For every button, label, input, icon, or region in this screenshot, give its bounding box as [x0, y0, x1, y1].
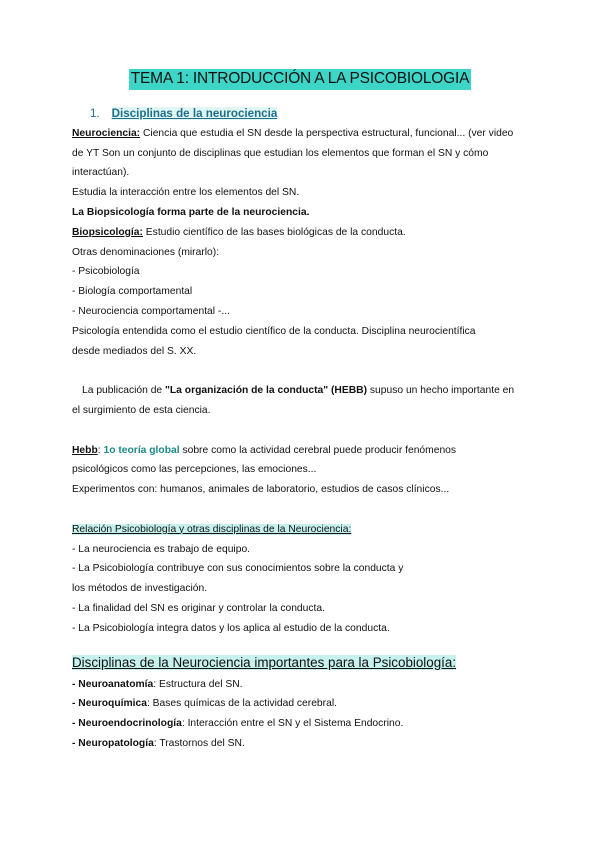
- title-wrap: [0, 69, 600, 90]
- neuro-term: Neurociencia:: [72, 127, 141, 139]
- list-item: - La finalidad del SN es originar y controlar la conducta.: [72, 602, 325, 614]
- publication-line-1: [72, 381, 542, 401]
- relacion-heading-text: Relación Psicobiología y otras disciplinas de la Neurociencia:: [72, 523, 352, 535]
- pub-pre: La publicación de: [82, 385, 166, 397]
- hebb-line-2: psicológicos como las percepciones, las emociones...: [72, 464, 317, 476]
- discipline-def: : Bases químicas de la actividad cerebral.: [146, 698, 337, 710]
- list-item: - La Psicobiología contribuye con sus conocimientos sobre la conducta y: [72, 563, 404, 575]
- list-item: los métodos de investigación.: [72, 583, 208, 595]
- bio-other-names: Otras denominaciones (mirarlo):: [72, 246, 220, 258]
- relacion-heading: [72, 520, 542, 540]
- list-item: - Biología comportamental: [72, 286, 193, 298]
- section-title: Disciplinas de la neurociencia: [111, 107, 278, 120]
- section-number: 1.: [90, 107, 100, 120]
- discipline-term: - Neuroanatomía: [72, 678, 154, 690]
- hebb-term: Hebb: [72, 444, 98, 456]
- spacer: [72, 500, 542, 520]
- bio-definition: [72, 223, 542, 243]
- document-body: [72, 104, 542, 754]
- neuro-def-1: Ciencia que estudia el SN desde la perspectiva estructural, funcional... (ver video: [140, 127, 514, 139]
- neuro-line-5: La Biopsicología forma parte de la neurociencia.: [72, 206, 310, 218]
- discipline-def: : Estructura del SN.: [153, 678, 243, 690]
- spacer: [72, 421, 542, 441]
- disciplinas-heading-text: Disciplinas de la Neurociencia importantes para la Psicobiología:: [72, 654, 457, 670]
- neuro-definition-line-2: de YT Son un conjunto de disciplinas que estudian los elementos que forman el SN y cómo: [72, 147, 489, 159]
- discipline-term: - Neuroquímica: [72, 698, 147, 710]
- hebb-line-1: [72, 441, 542, 461]
- bio-def: Estudio científico de las bases biológicas de la conducta.: [142, 226, 406, 238]
- hebb-sep: :: [97, 444, 104, 456]
- list-item: - La neurociencia es trabajo de equipo.: [72, 543, 251, 555]
- list-item: [72, 675, 542, 695]
- spacer: [72, 361, 542, 381]
- bio-paragraph-2: desde mediados del S. XX.: [72, 345, 197, 357]
- spacer: [72, 639, 542, 651]
- section-heading: [72, 104, 542, 124]
- discipline-def: : Trastornos del SN.: [153, 737, 245, 749]
- page-title: TEMA 1: INTRODUCCIÓN A LA PSICOBIOLOGIA: [129, 69, 471, 90]
- list-item: - Psicobiología: [72, 266, 140, 278]
- publication-line-2: el surgimiento de esta ciencia.: [72, 404, 211, 416]
- hebb-highlight: 1o teoría global: [103, 444, 180, 456]
- bio-paragraph-1: Psicología entendida como el estudio científico de la conducta. Disciplina neurocientífica: [72, 325, 476, 337]
- list-item: [72, 734, 542, 754]
- pub-bold: "La organización de la conducta" (HEBB): [165, 385, 368, 397]
- hebb-rest: sobre como la actividad cerebral puede producir fenómenos: [179, 444, 457, 456]
- neuro-line-4: Estudia la interacción entre los elementos del SN.: [72, 187, 300, 199]
- list-item: - La Psicobiología integra datos y los aplica al estudio de la conducta.: [72, 622, 390, 634]
- discipline-term: - Neuropatología: [72, 737, 154, 749]
- bio-term: Biopsicología:: [72, 226, 143, 238]
- hebb-line-3: Experimentos con: humanos, animales de laboratorio, estudios de casos clínicos...: [72, 484, 450, 496]
- list-item: [72, 714, 542, 734]
- neuro-definition-line-3: interactúan).: [72, 167, 130, 179]
- pub-post: supuso un hecho importante en: [367, 385, 515, 397]
- discipline-def: : Interacción entre el SN y el Sistema Endocrino.: [181, 718, 404, 730]
- disciplinas-heading: [72, 651, 542, 675]
- list-item: - Neurociencia comportamental -...: [72, 305, 230, 317]
- neuro-definition-line-1: [72, 124, 542, 144]
- list-item: [72, 694, 542, 714]
- discipline-term: - Neuroendocrinología: [72, 718, 182, 730]
